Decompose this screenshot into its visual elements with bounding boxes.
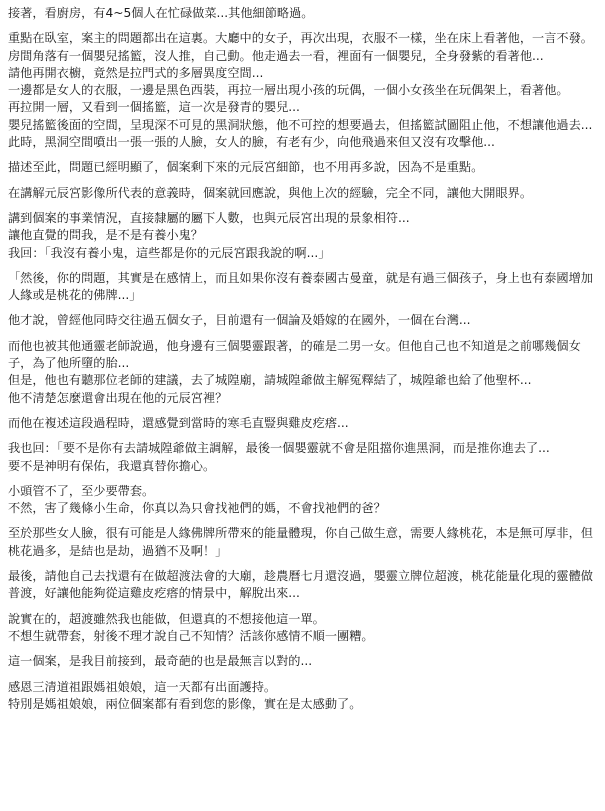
paragraph-honest-remark: 說實在的，超渡雖然我也能做，但還真的不想接他這一單。 不想生就帶套，射後不理才說自己不知情？活該你感情不順一團糟。 [8, 611, 374, 643]
paragraph-reply-protection: 我也回：「要不是你有去請城隍爺做主調解，最後一個嬰靈就不會是阻擋你進黑洞，而是推你進去了... 要不是神明有保佑，我還真替你擔心。 [8, 441, 550, 473]
paragraph-relationship-issue: 「然後，你的問題，其實是在感情上，而且如果你沒有養泰國古曼童，就是有過三個孩子，身上也有泰國增加人緣或是桃花的佛牌...」 [8, 270, 593, 303]
paragraph-final-instruction: 最後，請他自己去找還有在做超渡法會的大廟，趁農曆七月還沒過，嬰靈立牌位超渡，桃花能量化現的靈體做普渡，好讓他能夠從這雞皮疙瘩的情景中，解脫出來... [8, 569, 593, 601]
paragraph-explanation: 在講解元辰宮影像所代表的意義時，個案就回應說，與他上次的經驗，完全不同，讓他大開眼界。 [8, 185, 533, 200]
paragraph-strangest-case: 這一個案，是我目前接到，最奇葩的也是最無言以對的... [8, 654, 313, 669]
paragraph-bedroom-vision: 重點在臥室，案主的問題都出在這裏。大廳中的女子，再次出現，衣服不一樣，坐在床上看著他，一言不發。 房間角落有一個嬰兒搖籃，沒人推，自己動。他走過去一看，裡面有一個嬰兒，全身發紫的看著他... 請他再開衣櫥，竟然是拉門式的多層異度空間... 一邊都是女人的衣服，一邊是黑色西裝，再拉一層出現小孩的玩偶，一個小女孩坐在玩偶架上，看著他。 再拉開一層，又看到一個搖籃，這一次是發青的嬰兒... 嬰兒搖籃後面的空間，呈現深不可見的黑洞狀態，他不可控的想要過去，但搖籃試圖阻止他，不想讓他過去... 此時，黑洞空間噴出一張一張的人臉，女人的臉，有老有少，向他飛過來但又沒有攻擊他... [8, 31, 593, 150]
document-body [8, 5, 600, 713]
paragraph-kitchen: 接著，看廚房，有4~5個人在忙碌做菜...其他細節略過。 [8, 6, 314, 20]
paragraph-career-question: 講到個案的事業情況，直接隸屬的屬下人數，也與元辰宮出現的景象相符... 讓他直覺的問我，是不是有養小鬼？ 我回：「我沒有養小鬼，這些都是你的元辰宮跟我說的啊...」 [8, 210, 410, 260]
paragraph-advice: 小頭管不了，至少要帶套。 不然，害了幾條小生命，你真以為只會找祂們的媽，不會找祂們的爸？ [8, 483, 386, 516]
paragraph-five-partners: 他才說，曾經他同時交往過五個女子，目前還有一個論及婚嫁的在國外，一個在台灣... [8, 313, 471, 328]
paragraph-problem-clear: 描述至此，問題已經明顯了，個案剩下來的元辰宮細節，也不用再多說，因為不是重點。 [8, 160, 484, 175]
paragraph-gratitude: 感恩三清道祖跟媽祖娘娘，這一天都有出面護持。 特別是媽祖娘娘，兩位個案都有看到您的影像，實在是太感動了。 [8, 679, 362, 711]
paragraph-women-faces: 至於那些女人臉，很有可能是人緣佛牌所帶來的能量體現，你自己做生意，需要人緣桃花，本是無可厚非，但桃花過多，是結也是劫，過猶不及啊！」 [8, 526, 593, 558]
paragraph-goosebumps: 而他在複述這段過程時，還感覺到當時的寒毛直豎與雞皮疙瘩... [8, 415, 349, 430]
paragraph-three-spirits: 而他也被其他通靈老師說過，他身邊有三個嬰靈跟著，的確是二男一女。但他自己也不知道是之前哪幾個女子，為了他所墮的胎... 但是，他也有聽那位老師的建議，去了城隍廟，請城隍爺做主解冤釋結了，城隍爺也給了他聖杯... 他不清楚怎麼還會出現在他的元辰宮裡？ [8, 338, 581, 405]
